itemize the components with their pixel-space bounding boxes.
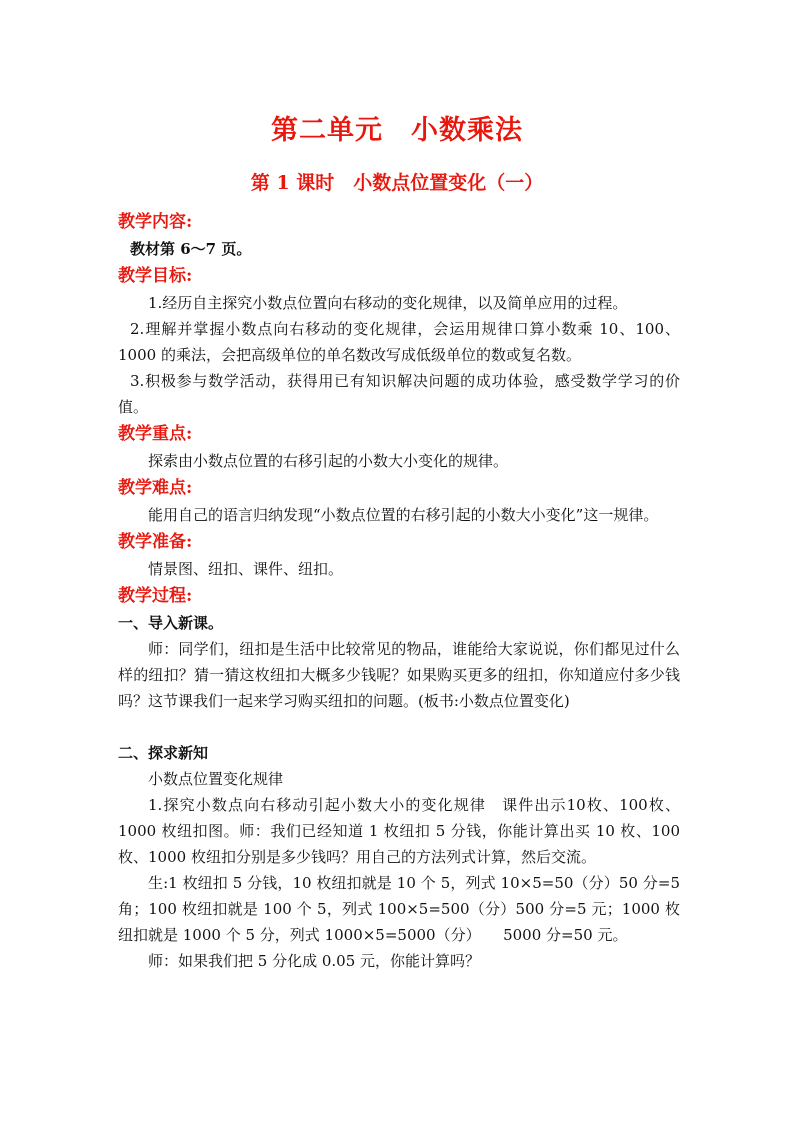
- lesson-subtitle: 第 1 课时 小数点位置变化（一）: [250, 172, 544, 194]
- section-heading-content: 教学内容:: [118, 212, 193, 232]
- part-heading-explore: 二、探求新知: [118, 744, 209, 762]
- spacer: [118, 714, 680, 740]
- section-heading-process: 教学过程:: [118, 586, 193, 606]
- page-title: 第二单元 小数乘法: [271, 115, 523, 146]
- section-heading-difficulty: 教学难点:: [118, 478, 193, 498]
- content-text: 教材第 6～7 页。: [130, 240, 252, 258]
- key-point-text: 探索由小数点位置的右移引起的小数大小变化的规律。: [148, 452, 509, 470]
- explore-paragraph: 师：如果我们把 5 分化成 0.05 元，你能计算吗？: [148, 952, 481, 970]
- section-heading-goals: 教学目标:: [118, 266, 193, 286]
- goal-item: 1.经历自主探究小数点位置向右移动的变化规律，以及简单应用的过程。: [148, 294, 628, 312]
- section-heading-preparation: 教学准备:: [118, 532, 193, 552]
- goal-item: 3.积极参与数学活动，获得用已有知识解决问题的成功体验，感受数学学习的价值。: [118, 372, 680, 416]
- explore-subheading: 小数点位置变化规律: [148, 770, 284, 788]
- section-heading-key-point: 教学重点:: [118, 424, 193, 444]
- goal-item: 2.理解并掌握小数点向右移动的变化规律，会运用规律口算小数乘 10、100、1000 的乘法，会把高级单位的单名数改写成低级单位的数或复名数。: [118, 320, 680, 364]
- difficulty-text: 能用自己的语言归纳发现“小数点位置的右移引起的小数大小变化”这一规律。: [148, 506, 659, 524]
- explore-paragraph: 生:1 枚纽扣 5 分钱，10 枚纽扣就是 10 个 5，列式 10×5=50（分）50 分=5角；100 枚纽扣就是 100 个 5，列式 100×5=500（分）500 分=5 元；1000 枚纽扣就是 1000 个 5 分，列式 1000×5=5000（分） 5000 分=50 元。: [118, 874, 680, 944]
- lesson-content: [118, 208, 680, 974]
- intro-text: 师：同学们，纽扣是生活中比较常见的物品，谁能给大家说说，你们都见过什么样的纽扣？猜一猜这枚纽扣大概多少钱呢？如果购买更多的纽扣，你知道应付多少钱吗？这节课我们一起来学习购买纽扣的问题。(板书:小数点位置变化): [118, 640, 680, 710]
- explore-paragraph: 1.探究小数点向右移动引起小数大小的变化规律 课件出示10枚、100枚、1000 枚纽扣图。师：我们已经知道 1 枚纽扣 5 分钱，你能计算出买 10 枚、100枚、1000 枚纽扣分别是多少钱吗？用自己的方法列式计算，然后交流。: [118, 796, 680, 866]
- preparation-text: 情景图、纽扣、课件、纽扣。: [148, 560, 344, 578]
- part-heading-intro: 一、导入新课。: [118, 614, 224, 632]
